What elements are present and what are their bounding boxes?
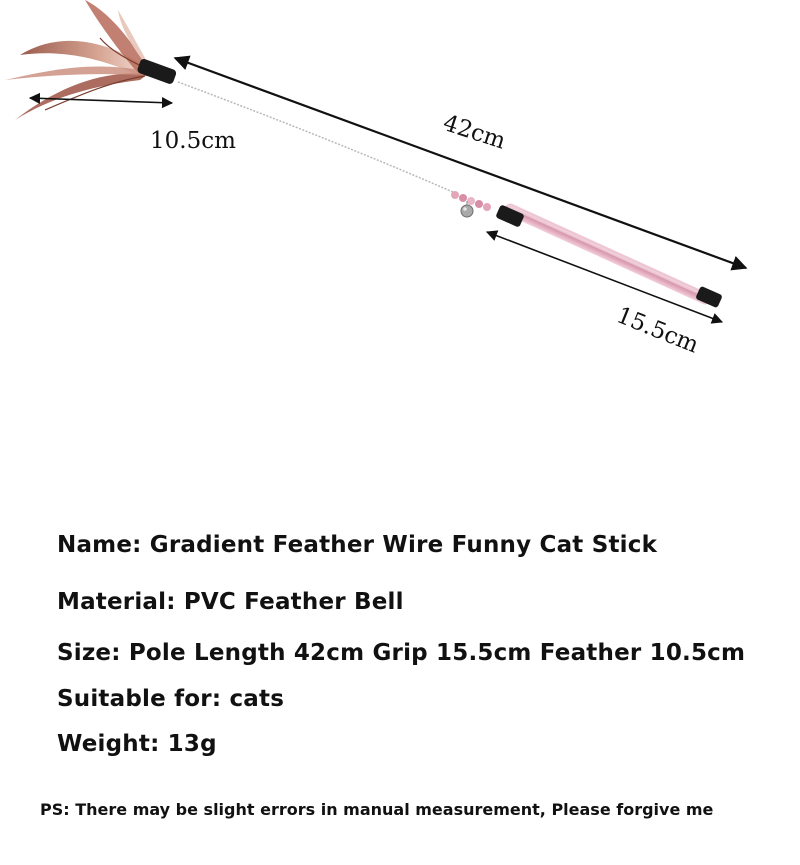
pole-length-label: 42cm bbox=[439, 110, 509, 155]
spec-suitable: Suitable for: cats bbox=[57, 686, 285, 712]
grip-bottom-cap bbox=[695, 286, 723, 309]
spec-size: Size: Pole Length 42cm Grip 15.5cm Feather 10.5cm bbox=[57, 640, 746, 666]
feather-length-label: 10.5cm bbox=[150, 128, 236, 154]
spec-material: Material: PVC Feather Bell bbox=[57, 589, 404, 615]
grip-length-label: 15.5cm bbox=[612, 302, 703, 359]
measurement-note: PS: There may be slight errors in manual measurement, Please forgive me bbox=[40, 800, 714, 819]
product-illustration bbox=[0, 0, 800, 420]
spec-name: Name: Gradient Feather Wire Funny Cat Stick bbox=[57, 532, 658, 558]
feather-cap bbox=[136, 58, 177, 85]
spec-weight: Weight: 13g bbox=[57, 731, 217, 757]
pole-dimension-arrow bbox=[175, 58, 746, 268]
